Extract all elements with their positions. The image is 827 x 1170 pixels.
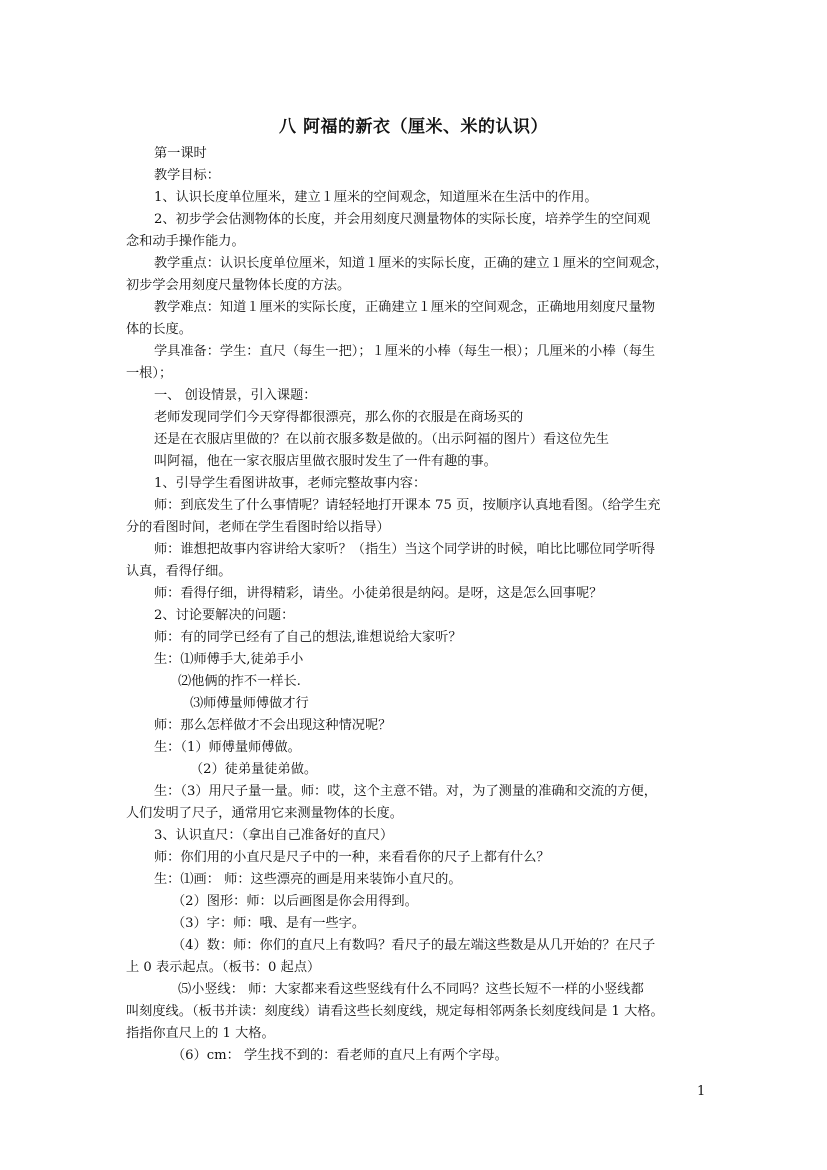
text-line: 1、认识长度单位厘米，建立１厘米的空间观念，知道厘米在生活中的作用。: [154, 190, 598, 205]
section-heading: 一、 创设情景，引入课题：: [154, 388, 317, 403]
text-line: 师：那么怎样做才不会出现这种情况呢？: [154, 718, 392, 733]
text-line: 教学难点：知道１厘米的实际长度，正确建立１厘米的空间观念，正确地用刻度尺量物: [154, 300, 656, 315]
text-line: 2、初步学会估测物体的长度，并会用刻度尺测量物体的实际长度，培养学生的空间观: [154, 212, 651, 227]
text-line: 1、引导学生看图讲故事，老师完整故事内容：: [154, 476, 427, 491]
text-line: 2、讨论要解决的问题：: [154, 608, 295, 623]
document-title: 八 阿福的新衣（厘米、米的认识）: [279, 117, 548, 137]
text-line: 师：谁想把故事内容讲给大家听？（指生）当这个同学讲的时候，咱比比哪位同学听得: [154, 542, 656, 557]
page-number: 1: [697, 1084, 706, 1099]
text-line: 生：⑴师傅手大,徒弟手小: [154, 652, 304, 667]
text-line: 生：（1）师傅量师傅做。: [154, 740, 301, 755]
text-line: ⑶师傅量师傅做才行: [190, 696, 309, 711]
text-line: 叫阿福，他在一家衣服店里做衣服时发生了一件有趣的事。: [154, 454, 497, 469]
text-line: （3）字：师：哦、是有一些字。: [172, 916, 366, 931]
text-line: 老师发现同学们今天穿得都很漂亮，那么你的衣服是在商场买的: [154, 410, 524, 425]
text-line: 师：你们用的小直尺是尺子中的一种，来看看你的尺子上都有什么？: [154, 850, 550, 865]
text-line: 学具准备：学生：直尺（每生一把）；１厘米的小棒（每生一根）；几厘米的小棒（每生: [154, 344, 656, 359]
text-line: 上 0 表示起点。（板书：0 起点）: [126, 960, 321, 975]
text-line: 教学目标：: [154, 168, 220, 183]
text-line: 认真，看得仔细。: [126, 564, 232, 579]
text-line: 师：到底发生了什么事情呢？请轻轻地打开课本 75 页，按顺序认真地看图。（给学生充: [154, 498, 661, 513]
text-line: 一根）；: [126, 366, 173, 381]
text-line: 人们发明了尺子，通常用它来测量物体的长度。: [126, 806, 403, 821]
text-line: 生：⑴画： 师：这些漂亮的画是用来装饰小直尺的。: [154, 872, 462, 887]
text-line: 师：看得仔细，讲得精彩，请坐。小徒弟很是纳闷。是呀，这是怎么回事呢？: [154, 586, 603, 601]
text-line: 分的看图时间，老师在学生看图时给以指导）: [126, 520, 390, 535]
text-line: 念和动手操作能力。: [126, 234, 245, 249]
text-line: （4）数：师：你们的直尺上有数吗？看尺子的最左端这些数是从几开始的？在尺子: [172, 938, 656, 953]
text-line: 初步学会用刻度尺量物体长度的方法。: [126, 278, 351, 293]
text-line: 体的长度。: [126, 322, 192, 337]
text-line: 教学重点：认识长度单位厘米，知道１厘米的实际长度，正确的建立１厘米的空间观念，: [154, 256, 669, 271]
text-line: 生：（3）用尺子量一量。师：哎，这个主意不错。对，为了测量的准确和交流的方便，: [154, 784, 657, 799]
text-line: 叫刻度线。（板书并读：刻度线）请看这些长刻度线，规定每相邻两条长刻度线间是 1 大格。: [126, 1004, 664, 1019]
text-line: 师：有的同学已经有了自己的想法,谁想说给大家听？: [154, 630, 462, 645]
text-line: ⑸小竖线： 师：大家都来看这些竖线有什么不同吗？这些长短不一样的小竖线都: [178, 982, 644, 997]
text-line: （2）徒弟量徒弟做。: [190, 762, 318, 777]
text-line: 3、认识直尺：（拿出自己准备好的直尺）: [154, 828, 394, 843]
text-line: 第一课时: [154, 146, 207, 161]
text-line: ⑵他俩的拃不一样长.: [178, 674, 301, 689]
text-line: （6）cm： 学生找不到的：看老师的直尺上有两个字母。: [172, 1048, 508, 1063]
text-line: 还是在衣服店里做的？在以前衣服多数是做的。（出示阿福的图片）看这位先生: [154, 432, 609, 447]
text-line: （2）图形：师：以后画图是你会用得到。: [172, 894, 418, 909]
text-line: 指指你直尺上的 1 大格。: [126, 1026, 275, 1041]
